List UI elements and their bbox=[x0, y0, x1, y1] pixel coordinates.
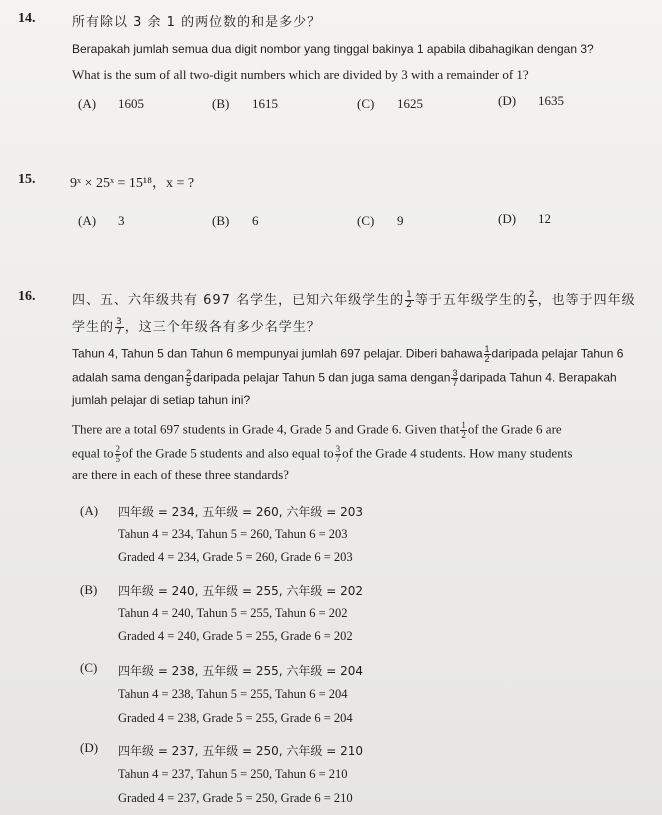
fraction-three-sevenths bbox=[451, 369, 458, 388]
fraction-denominator: 2 bbox=[461, 430, 466, 440]
fraction-half bbox=[460, 421, 467, 440]
option-c[interactable] bbox=[357, 96, 423, 112]
question-text-en-line-2 bbox=[72, 445, 572, 464]
question-text-zh-line-2 bbox=[72, 316, 321, 337]
fraction-numerator: 2 bbox=[528, 290, 536, 300]
text-segment: 四、五、六年级共有 697 名学生，已知六年级学生的 bbox=[72, 293, 405, 308]
text-segment: Tahun 4, Tahun 5 dan Tahun 6 mempunyai jumlah 697 pelajar. Diberi bahawa bbox=[72, 346, 483, 361]
text-segment: daripada Tahun 4. Berapakah bbox=[459, 370, 617, 385]
option-label: (A) bbox=[78, 96, 97, 111]
option-d[interactable] bbox=[498, 211, 551, 227]
option-b[interactable] bbox=[212, 213, 259, 229]
option-label: (B) bbox=[212, 213, 230, 228]
option-a[interactable] bbox=[78, 96, 144, 112]
fraction-denominator: 7 bbox=[452, 378, 458, 388]
fraction-two-fifths bbox=[528, 291, 537, 310]
option-label: (D) bbox=[80, 740, 99, 755]
question-text-ms-line-2 bbox=[72, 369, 617, 388]
option-label: (A) bbox=[80, 503, 99, 518]
option-b[interactable] bbox=[212, 96, 278, 112]
option-label: (D) bbox=[498, 93, 517, 108]
question-text-en-line-3: are there in each of these three standards? bbox=[72, 467, 289, 482]
option-text-en: Graded 4 = 234, Grade 5 = 260, Grade 6 = 203 bbox=[118, 550, 353, 564]
option-value: 1625 bbox=[397, 96, 423, 111]
fraction-half bbox=[405, 291, 414, 310]
option-label: (C) bbox=[357, 96, 375, 111]
text-segment: ，这三个年级各有多少名学生？ bbox=[124, 320, 321, 335]
text-segment: equal to bbox=[72, 445, 114, 461]
question-number: 14. bbox=[18, 11, 36, 26]
option-value: 1635 bbox=[538, 93, 564, 108]
question-text-en-line-1 bbox=[72, 421, 562, 440]
text-segment: There are a total 697 students in Grade 4, Grade 5 and Grade 6. Given that bbox=[72, 421, 460, 437]
text-segment: ，也等于四年级 bbox=[537, 293, 636, 308]
option-text-zh: 四年级 = 234, 五年级 = 260, 六年级 = 203 bbox=[118, 505, 364, 519]
question-text-en: What is the sum of all two-digit numbers which are divided by 3 with a remainder of 1? bbox=[72, 67, 529, 82]
option-label: (C) bbox=[80, 660, 98, 675]
question-text-ms-line-1 bbox=[72, 345, 623, 364]
fraction-numerator: 2 bbox=[186, 368, 192, 378]
option-text-ms: Tahun 4 = 234, Tahun 5 = 260, Tahun 6 = 203 bbox=[118, 527, 348, 541]
option-label: (C) bbox=[357, 213, 375, 228]
question-number: 16. bbox=[18, 289, 36, 304]
fraction-half bbox=[484, 345, 491, 364]
fraction-two-fifths bbox=[115, 445, 122, 464]
option-value: 1615 bbox=[252, 96, 278, 111]
option-text-zh: 四年级 = 237, 五年级 = 250, 六年级 = 210 bbox=[118, 744, 364, 758]
text-segment: 学生的 bbox=[72, 320, 115, 335]
question-text-ms: Berapakah jumlah semua dua digit nombor yang tinggal bakinya 1 apabila dibahagikan dengan 3? bbox=[72, 42, 594, 56]
fraction-numerator: 1 bbox=[406, 290, 413, 300]
fraction-denominator: 7 bbox=[335, 454, 341, 464]
option-value: 1605 bbox=[118, 96, 144, 111]
fraction-numerator: 1 bbox=[461, 420, 466, 430]
fraction-two-fifths bbox=[185, 369, 192, 388]
option-text-en: Graded 4 = 238, Grade 5 = 255, Grade 6 = 204 bbox=[118, 711, 353, 725]
option-d[interactable] bbox=[498, 93, 564, 109]
text-segment: of the Grade 5 students and also equal to bbox=[122, 445, 334, 461]
option-c[interactable] bbox=[357, 213, 404, 229]
option-text-zh: 四年级 = 238, 五年级 = 255, 六年级 = 204 bbox=[118, 664, 364, 678]
option-value: 6 bbox=[252, 213, 259, 228]
fraction-denominator: 5 bbox=[528, 300, 536, 310]
question-text-zh-line-1 bbox=[72, 289, 636, 310]
fraction-denominator: 5 bbox=[186, 378, 192, 388]
option-label: (B) bbox=[80, 582, 98, 597]
option-text-ms: Tahun 4 = 237, Tahun 5 = 250, Tahun 6 = 210 bbox=[118, 767, 348, 781]
fraction-three-sevenths bbox=[335, 445, 342, 464]
text-segment: of the Grade 4 students. How many students bbox=[342, 445, 573, 461]
fraction-denominator: 7 bbox=[116, 327, 123, 337]
text-segment: daripada pelajar Tahun 6 bbox=[491, 346, 624, 361]
option-text-ms: Tahun 4 = 240, Tahun 5 = 255, Tahun 6 = 202 bbox=[118, 606, 348, 620]
option-value: 9 bbox=[397, 213, 404, 228]
question-number: 15. bbox=[18, 172, 36, 187]
fraction-numerator: 3 bbox=[116, 317, 123, 327]
fraction-denominator: 5 bbox=[115, 454, 121, 464]
fraction-numerator: 3 bbox=[335, 444, 341, 454]
option-label: (A) bbox=[78, 213, 97, 228]
text-segment: of the Grade 6 are bbox=[467, 421, 562, 437]
question-text-ms-line-3: jumlah pelajar di setiap tahun ini? bbox=[72, 393, 251, 407]
question-expression: 9ˣ × 25ˣ = 15¹⁸，x = ? bbox=[70, 176, 195, 191]
fraction-numerator: 2 bbox=[115, 444, 121, 454]
option-text-en: Graded 4 = 237, Grade 5 = 250, Grade 6 = 210 bbox=[118, 791, 353, 805]
option-text-en: Graded 4 = 240, Grade 5 = 255, Grade 6 = 202 bbox=[118, 629, 353, 643]
text-segment: daripada pelajar Tahun 5 dan juga sama dengan bbox=[193, 370, 451, 385]
option-text-ms: Tahun 4 = 238, Tahun 5 = 255, Tahun 6 = 204 bbox=[118, 687, 348, 701]
fraction-denominator: 2 bbox=[484, 354, 490, 364]
option-text-zh: 四年级 = 240, 五年级 = 255, 六年级 = 202 bbox=[118, 584, 364, 598]
fraction-numerator: 1 bbox=[484, 344, 490, 354]
option-label: (D) bbox=[498, 211, 517, 226]
option-value: 12 bbox=[538, 211, 551, 226]
text-segment: 等于五年级学生的 bbox=[414, 293, 527, 308]
option-label: (B) bbox=[212, 96, 230, 111]
option-a[interactable] bbox=[78, 213, 125, 229]
option-value: 3 bbox=[118, 213, 125, 228]
text-segment: adalah sama dengan bbox=[72, 370, 185, 385]
fraction-three-sevenths bbox=[115, 318, 124, 337]
fraction-numerator: 3 bbox=[452, 368, 458, 378]
question-text-zh: 所有除以 3 余 1 的两位数的和是多少？ bbox=[72, 15, 322, 30]
fraction-denominator: 2 bbox=[406, 300, 413, 310]
